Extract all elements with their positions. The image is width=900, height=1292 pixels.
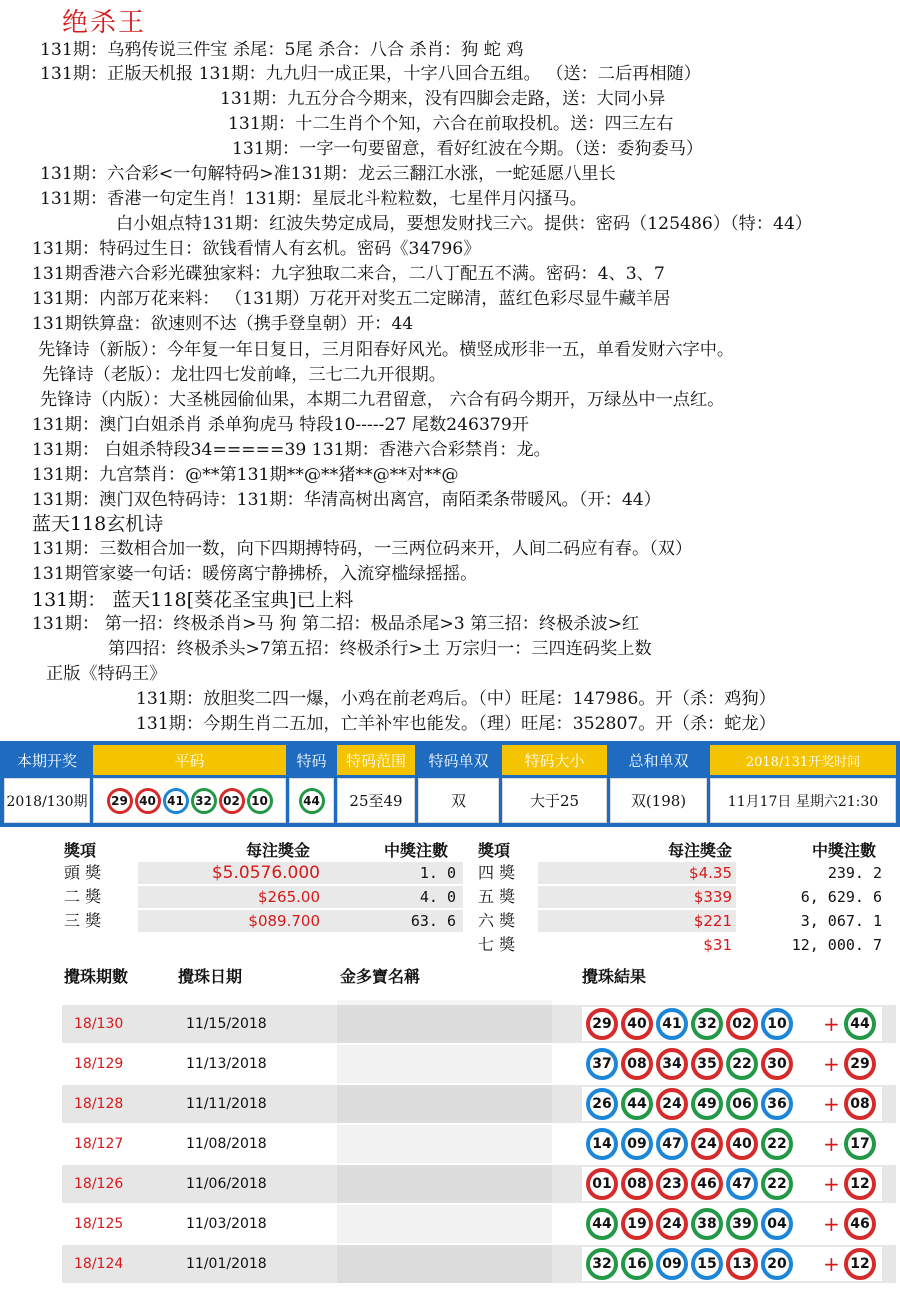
prize-name: 頭 獎 [64,863,102,882]
prize-name: 七 獎 [478,935,516,954]
draw-date: 11/06/2018 [186,1176,267,1192]
next-draw-time-value: 11月17日 星期六21:30 [710,778,896,823]
draw-date: 11/03/2018 [186,1216,267,1232]
lottery-ball: 23 [656,1168,688,1200]
prediction-line: 131期： 第一招：终极杀肖>马 狗 第二招：极品杀尾>3 第三招：终极杀波>红 [32,614,640,634]
draw-period: 18/129 [74,1056,124,1072]
prediction-line: 131期：今期生肖二五加，亡羊补牢也能发。（理）旺尾：352807。开（杀：蛇龙） [136,714,776,734]
special-ball: 08 [844,1088,876,1120]
draw-period: 18/128 [74,1096,124,1112]
lottery-ball: 34 [656,1048,688,1080]
lottery-ball: 30 [761,1048,793,1080]
prize-amount: $31 [703,936,732,954]
lottery-ball: 22 [726,1048,758,1080]
lottery-ball: 14 [586,1128,618,1160]
prize-count: 6, 629. 6 [800,888,882,906]
prize-count: 1. 0 [419,864,456,882]
result-balls [582,1167,882,1201]
winner-name-cell [337,1245,552,1283]
result-balls [582,1127,882,1161]
prize-name: 二 獎 [64,887,102,906]
prediction-line: 蓝天118玄机诗 [32,513,164,535]
special-ball: 29 [844,1048,876,1080]
lottery-ball: 38 [691,1208,723,1240]
lottery-ball: 40 [135,788,161,814]
prize-amount: $221 [693,912,732,930]
prize-amount: $089.700 [248,912,320,930]
special-range-value: 25至49 [337,778,415,823]
table-row [62,1245,896,1283]
lottery-ball: 40 [726,1128,758,1160]
prediction-line: 131期：特码过生日：欲钱看情人有玄机。密码《34796》 [32,239,481,259]
draw-date: 11/13/2018 [186,1056,267,1072]
lottery-ball: 22 [761,1168,793,1200]
prediction-line: 131期：放胆奖二四一爆，小鸡在前老鸡后。（中）旺尾：147986。开（杀：鸡狗） [136,689,776,709]
prize-count: 63. 6 [410,912,456,930]
lottery-ball: 32 [691,1008,723,1040]
prize-name: 六 獎 [478,911,516,930]
lottery-ball: 06 [726,1088,758,1120]
prize-row [0,862,470,884]
draw-date: 11/15/2018 [186,1016,267,1032]
header-special-number: 特码 [289,745,334,775]
header-special-big-small: 特码大小 [502,745,607,775]
results-header-date: 攪珠日期 [178,967,243,986]
lottery-ball: 22 [761,1128,793,1160]
prize-header-amount: 每注獎金 [668,841,733,860]
header-special-range: 特码范围 [337,745,415,775]
lottery-ball: 10 [761,1008,793,1040]
winner-name-cell [337,1165,552,1203]
prize-name: 四 獎 [478,863,516,882]
result-balls [582,1087,882,1121]
winner-name-cell [337,1125,552,1163]
plus-sign: + [823,1012,840,1036]
lottery-ball: 09 [621,1128,653,1160]
lottery-ball: 39 [726,1208,758,1240]
plus-sign: + [823,1132,840,1156]
prediction-line: 131期：内部万花来料： （131期）万花开对奖五二定睇清，蓝红色彩尽显牛藏羊居 [32,289,671,309]
lottery-ball: 04 [761,1208,793,1240]
prediction-line: 131期： 白姐杀特段34=====39 131期：香港六合彩禁肖：龙。 [32,440,551,460]
prize-row [470,862,900,884]
plus-sign: + [823,1252,840,1276]
prize-count: 3, 067. 1 [800,912,882,930]
prize-header-count: 中獎注數 [812,841,877,860]
plus-sign: + [823,1092,840,1116]
prediction-line: 131期： 蓝天118[葵花圣宝典]已上料 [32,589,354,611]
lottery-ball: 32 [586,1248,618,1280]
lottery-ball: 37 [586,1048,618,1080]
lottery-ball: 47 [656,1128,688,1160]
draw-period: 18/125 [74,1216,124,1232]
results-header-period: 攪珠期數 [64,967,129,986]
lottery-ball: 13 [726,1248,758,1280]
sum-odd-even-value: 双(198) [610,778,707,823]
prize-name: 三 獎 [64,911,102,930]
lottery-ball: 44 [621,1088,653,1120]
lottery-ball: 10 [247,788,273,814]
draw-period: 18/127 [74,1136,124,1152]
prize-count: 4. 0 [419,888,456,906]
lottery-ball: 24 [656,1088,688,1120]
header-regular-numbers: 平码 [93,745,286,775]
lottery-ball: 36 [761,1088,793,1120]
prediction-line: 131期香港六合彩光碟独家料：九字独取二来合，二八丁配五不满。密码：4、3、7 [32,264,665,284]
current-period: 2018/130期 [4,778,90,823]
lottery-ball: 26 [586,1088,618,1120]
prediction-line: 131期：一字一句要留意，看好红波在今期。（送：委狗委马） [232,139,704,159]
lottery-ball: 15 [691,1248,723,1280]
prediction-line: 131期：香港一句定生肖！131期：星辰北斗粒粒数，七星伴月闪搔马。 [40,189,587,209]
lottery-ball: 40 [621,1008,653,1040]
prediction-line: 131期：澳门白姐杀肖 杀单狗虎马 特段10-----27 尾数246379开 [32,415,529,435]
result-balls [582,1047,882,1081]
special-ball: 12 [844,1168,876,1200]
prediction-line: 131期：九宫禁肖：@**第131期**@**猪**@**对**@ [32,465,459,485]
special-big-small-value: 大于25 [502,778,607,823]
prediction-line: 第四招：终极杀头>7第五招：终极杀行>土 万宗归一：三四连码奖上数 [108,639,652,659]
lottery-ball: 32 [191,788,217,814]
prize-amount: $265.00 [257,888,320,906]
prediction-line: 先锋诗（内版）：大圣桃园偷仙果，本期二九君留意， 六合有码今期开，万绿丛中一点红。 [40,390,725,410]
lottery-ball: 16 [621,1248,653,1280]
lottery-ball: 41 [163,788,189,814]
result-balls [582,1207,882,1241]
draw-date: 11/08/2018 [186,1136,267,1152]
winner-name-cell [337,1045,552,1083]
page-title: 绝杀王 [62,8,147,38]
header-sum-odd-even: 总和单双 [610,745,707,775]
draw-info-table [0,741,900,827]
lottery-ball: 24 [691,1128,723,1160]
prize-row [470,934,900,956]
prize-header-name: 獎項 [478,841,511,860]
prize-amount: $4.35 [689,864,732,882]
plus-sign: + [823,1172,840,1196]
table-row [62,1125,896,1163]
lottery-ball: 29 [586,1008,618,1040]
prize-row [470,886,900,908]
lottery-ball: 02 [726,1008,758,1040]
special-ball: 17 [844,1128,876,1160]
draw-period: 18/130 [74,1016,124,1032]
prediction-line: 131期：六合彩<一句解特码>准131期：龙云三翻江水涨，一蛇延愿八里长 [40,164,616,184]
special-ball: 44 [844,1008,876,1040]
prize-count: 12, 000. 7 [791,936,882,954]
prediction-line: 白小姐点特131期：红波失势定成局，要想发财找三六。提供：密码（125486）（特：44） [116,214,813,234]
winner-name-cell [337,1205,552,1243]
lottery-ball: 41 [656,1008,688,1040]
prize-table-left [0,838,470,938]
draw-date: 11/11/2018 [186,1096,267,1112]
prediction-line: 131期：九五分合今期来，没有四脚会走路，送：大同小异 [220,89,666,109]
table-row [62,1165,896,1203]
lottery-ball: 49 [691,1088,723,1120]
regular-number-balls [93,778,286,823]
results-header-winner: 金多寶名稱 [340,967,421,986]
prize-row [0,886,470,908]
draw-period: 18/124 [74,1256,124,1272]
result-balls [582,1247,882,1281]
lottery-ball: 08 [621,1168,653,1200]
header-current-draw: 本期开奖 [4,745,90,775]
draw-period: 18/126 [74,1176,124,1192]
special-ball: 46 [844,1208,876,1240]
prediction-line: 131期铁算盘：欲速则不达（携手登皇朝）开：44 [32,314,414,334]
prediction-line: 先锋诗（老版）：龙壮四七发前峰，三七二九开很期。 [42,365,446,385]
lottery-ball: 01 [586,1168,618,1200]
plus-sign: + [823,1052,840,1076]
lottery-ball: 20 [761,1248,793,1280]
lottery-ball: 35 [691,1048,723,1080]
special-number-ball [289,778,334,823]
lottery-ball: 09 [656,1248,688,1280]
plus-sign: + [823,1212,840,1236]
lottery-ball: 08 [621,1048,653,1080]
lottery-ball: 44 [586,1208,618,1240]
prize-header-count: 中獎注數 [384,841,449,860]
result-balls [582,1007,882,1041]
prediction-line: 131期：澳门双色特码诗：131期：华清高树出离宫，南陌柔条带暖风。（开：44） [32,490,661,510]
lottery-ball: 46 [691,1168,723,1200]
header-next-draw-time: 2018/131开奖时间 [710,745,896,775]
prediction-line: 131期：三数相合加一数，向下四期搏特码，一三两位码来开，人间二码应有春。（双） [32,539,693,559]
winner-name-cell [337,1005,552,1043]
table-row [62,1205,896,1243]
prize-table-right [470,838,900,958]
prize-row [0,910,470,932]
draw-date: 11/01/2018 [186,1256,267,1272]
prediction-line: 正版《特码王》 [46,664,167,684]
special-odd-even-value: 双 [418,778,499,823]
table-row [62,1005,896,1043]
prize-header-amount: 每注獎金 [246,841,311,860]
prediction-line: 131期：十二生肖个个知，六合在前取投机。送：四三左右 [228,114,674,134]
prize-name: 五 獎 [478,887,516,906]
prediction-line: 131期：乌鸦传说三件宝 杀尾：5尾 杀合：八合 杀肖：狗 蛇 鸡 [40,40,524,60]
table-row [62,1085,896,1123]
winner-name-cell [337,1085,552,1123]
lottery-ball: 44 [299,788,325,814]
lottery-ball: 02 [219,788,245,814]
lottery-ball: 19 [621,1208,653,1240]
table-row [62,1045,896,1083]
prize-amount: $5.0576.000 [211,863,320,883]
results-header-result: 攪珠結果 [582,967,647,986]
lottery-ball: 24 [656,1208,688,1240]
prediction-line: 先锋诗（新版）：今年复一年日复日，三月阳春好风光。横竖成形非一五，单看发财六字中。 [38,340,735,360]
prize-row [470,910,900,932]
lottery-ball: 29 [107,788,133,814]
lottery-ball: 47 [726,1168,758,1200]
prize-amount: $339 [693,888,732,906]
prize-header-name: 獎項 [64,841,97,860]
prize-count: 239. 2 [827,864,882,882]
prediction-line: 131期管家婆一句话：暖傍离宁静拂桥，入流穿槛绿摇摇。 [32,564,478,584]
header-special-odd-even: 特码单双 [418,745,499,775]
prediction-line: 131期：正版天机报 131期：九九归一成正果，十字八回合五组。 （送：二后再相随） [40,64,701,84]
special-ball: 12 [844,1248,876,1280]
